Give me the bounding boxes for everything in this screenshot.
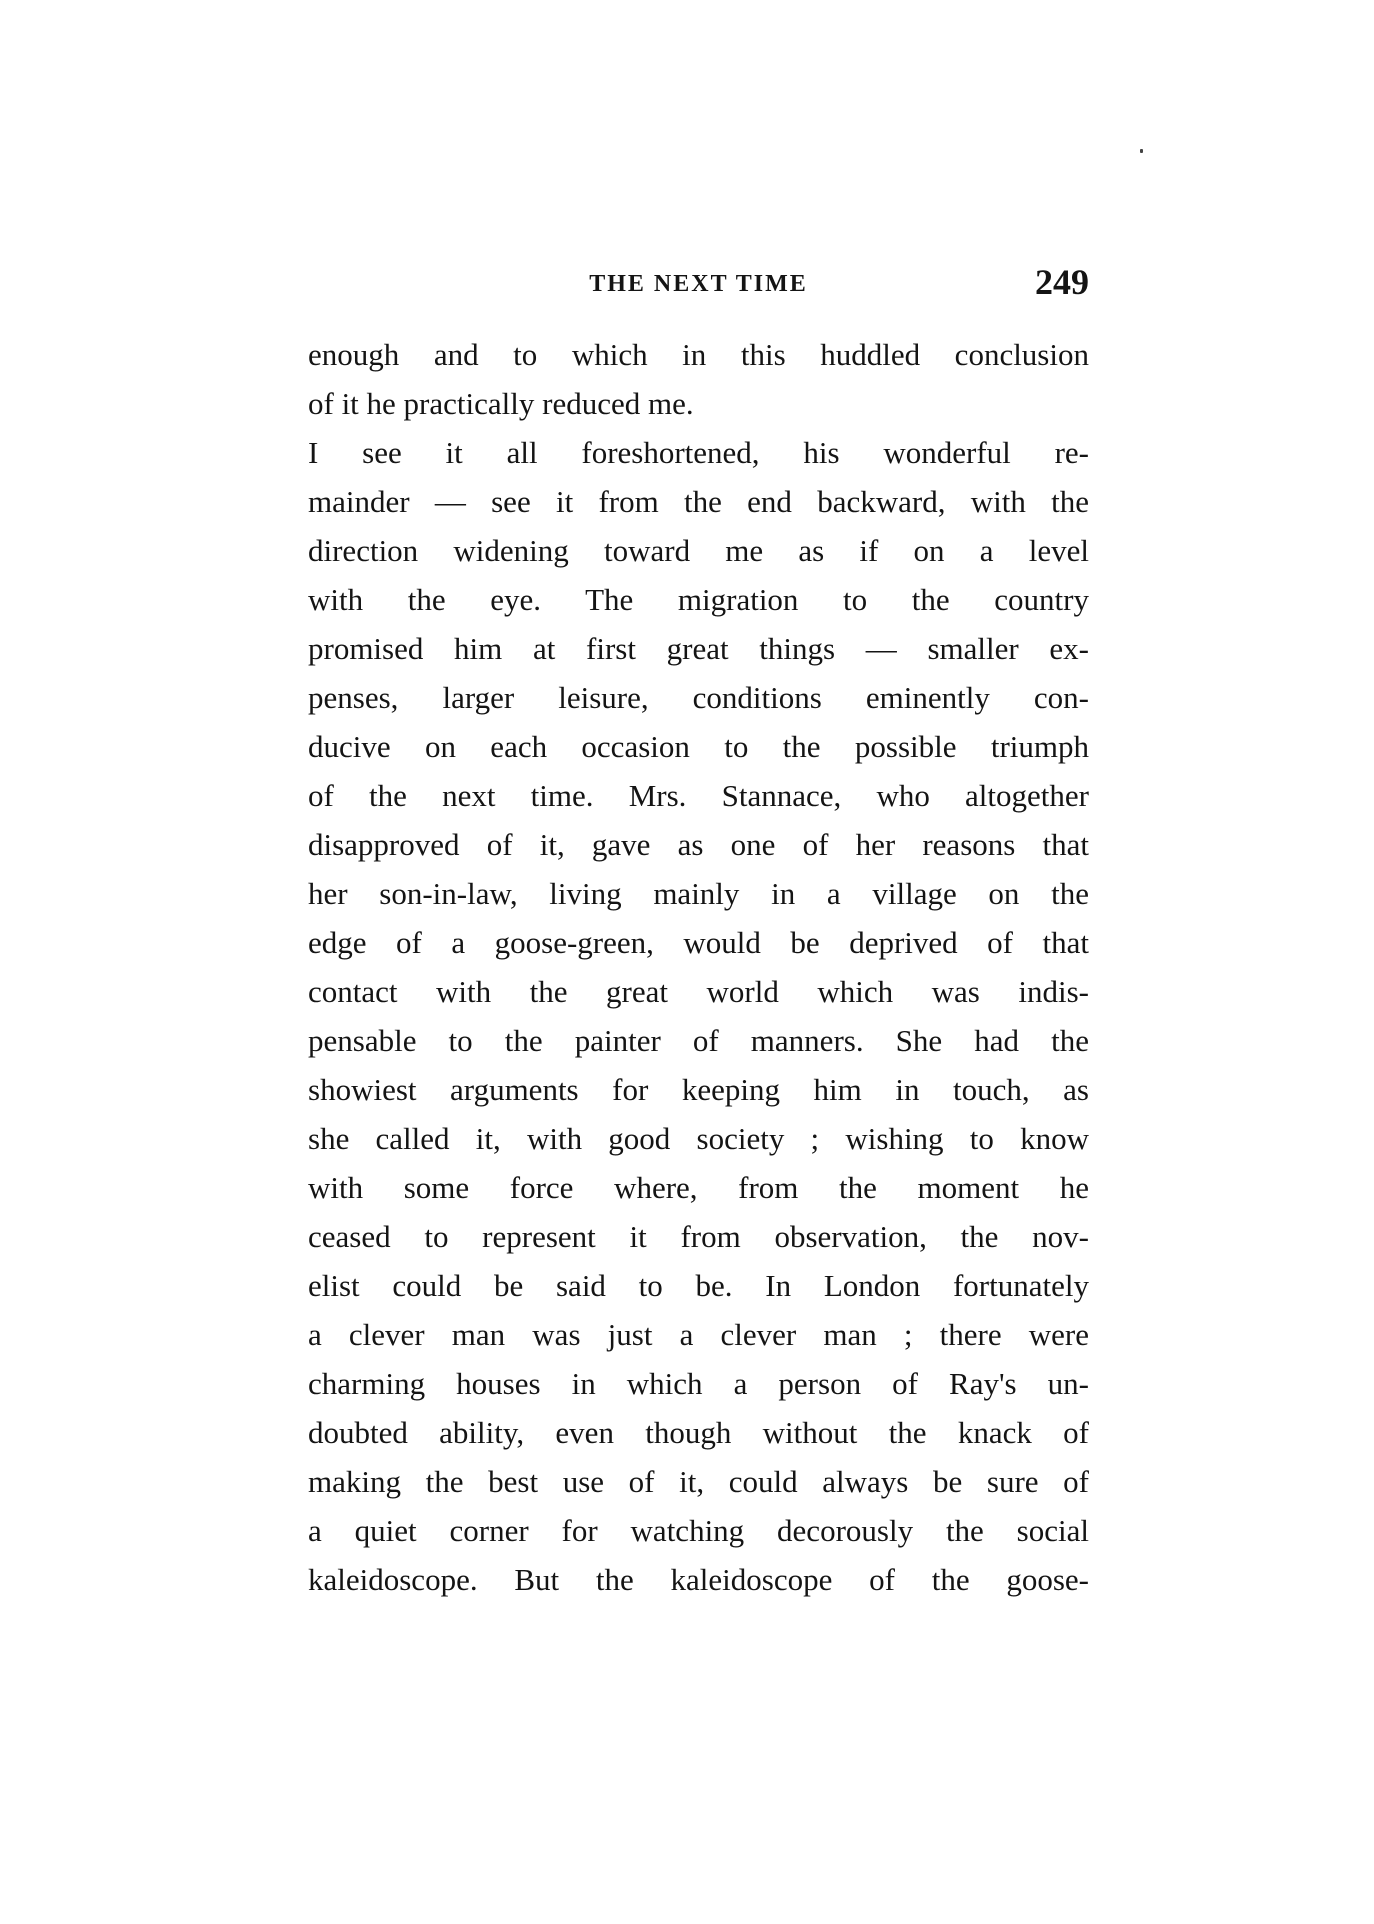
- text-line: her son-in-law, living mainly in a village on the: [308, 876, 1089, 911]
- text-line: elist could be said to be. In London fortunately: [308, 1268, 1089, 1303]
- page-number: 249: [1035, 262, 1089, 302]
- text-line: doubted ability, even though without the knack of: [308, 1415, 1089, 1450]
- text-line: charming houses in which a person of Ray's un-: [308, 1366, 1089, 1401]
- text-line: of the next time. Mrs. Stannace, who altogether: [308, 778, 1089, 813]
- text-line: with some force where, from the moment he: [308, 1170, 1089, 1205]
- text-line: edge of a goose-green, would be deprived of that: [308, 925, 1089, 960]
- running-title: THE NEXT TIME: [589, 271, 808, 297]
- text-line: kaleidoscope. But the kaleidoscope of the goose-: [308, 1562, 1089, 1597]
- print-speck: [1140, 149, 1143, 153]
- text-line: penses, larger leisure, conditions eminently con-: [308, 680, 1089, 715]
- text-line: a quiet corner for watching decorously the social: [308, 1513, 1089, 1548]
- text-line: making the best use of it, could always be sure of: [308, 1464, 1089, 1499]
- body-text: [308, 330, 1089, 1604]
- running-head: [308, 261, 1089, 311]
- text-line: of it he practically reduced me.: [308, 386, 694, 421]
- text-line: a clever man was just a clever man ; there were: [308, 1317, 1089, 1352]
- text-line: ducive on each occasion to the possible triumph: [308, 729, 1089, 764]
- text-line: enough and to which in this huddled conclusion: [308, 337, 1089, 372]
- text-line: ceased to represent it from observation, the nov-: [308, 1219, 1089, 1254]
- text-line: contact with the great world which was indis-: [308, 974, 1089, 1009]
- text-line: direction widening toward me as if on a level: [308, 533, 1089, 568]
- text-line: mainder — see it from the end backward, with the: [308, 484, 1089, 519]
- text-line: pensable to the painter of manners. She had the: [308, 1023, 1089, 1058]
- text-line: with the eye. The migration to the country: [308, 582, 1089, 617]
- text-line: promised him at first great things — smaller ex-: [308, 631, 1089, 666]
- text-line: I see it all foreshortened, his wonderful re-: [308, 435, 1089, 470]
- text-line: showiest arguments for keeping him in touch, as: [308, 1072, 1089, 1107]
- text-line: she called it, with good society ; wishing to know: [308, 1121, 1089, 1156]
- text-line: disapproved of it, gave as one of her reasons that: [308, 827, 1089, 862]
